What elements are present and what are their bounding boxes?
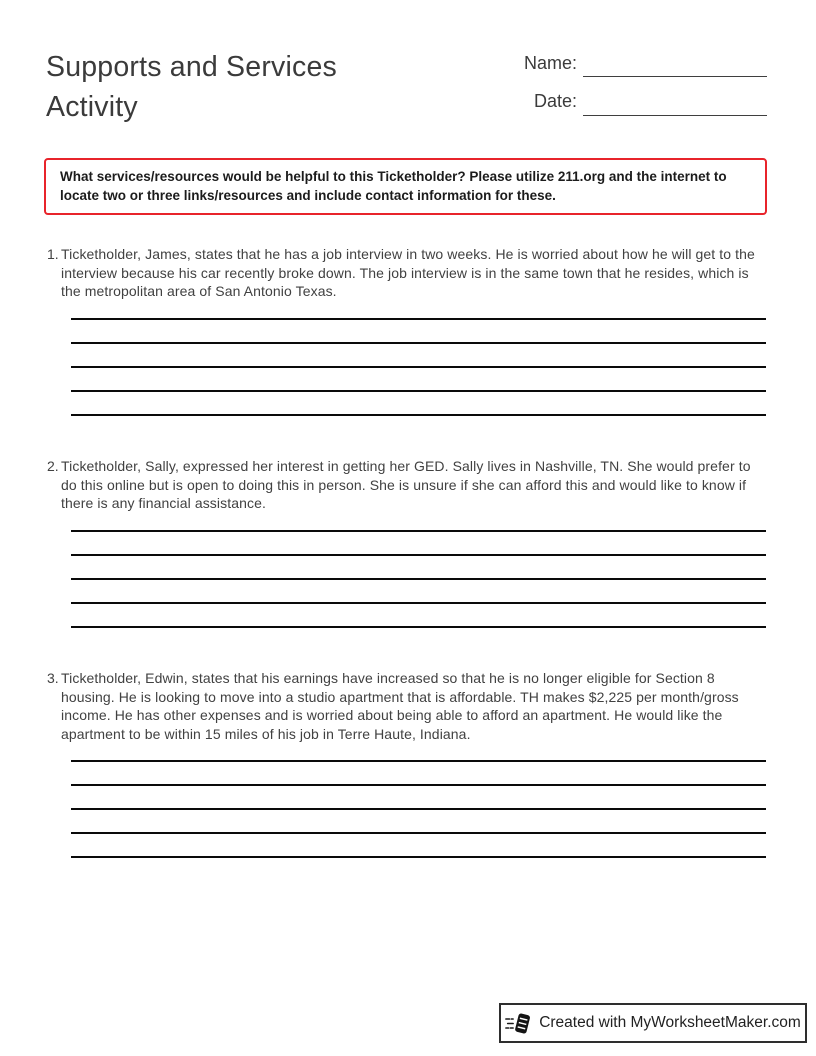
name-blank-line bbox=[583, 76, 767, 77]
answer-line bbox=[71, 580, 766, 604]
question-3-text: Ticketholder, Edwin, states that his earnings have increased so that he is no longer eligible for Section 8 housing. He is looking to move into a studio apartment that is affordable. TH makes $2,225 per month/gross income. He has other expenses and is worried about being able to afford an apartment. He would like the apartment to be within 15 miles of his job in Terre Haute, Indiana. bbox=[61, 670, 739, 742]
answer-line bbox=[71, 556, 766, 580]
date-blank-line bbox=[583, 115, 767, 116]
worksheet-maker-logo-icon bbox=[505, 1011, 532, 1036]
question-3 bbox=[47, 669, 763, 743]
instruction-box bbox=[44, 158, 767, 215]
name-label: Name: bbox=[523, 53, 577, 73]
question-3-answer-lines bbox=[71, 738, 766, 858]
answer-line bbox=[71, 320, 766, 344]
footer-credit-box bbox=[499, 1003, 807, 1043]
answer-line bbox=[71, 762, 766, 786]
footer-credit-text: Created with MyWorksheetMaker.com bbox=[539, 1014, 801, 1031]
question-1-number: 1. bbox=[47, 246, 59, 262]
answer-line bbox=[71, 738, 766, 762]
answer-line bbox=[71, 368, 766, 392]
question-2-answer-lines bbox=[71, 508, 766, 628]
question-1-answer-lines bbox=[71, 296, 766, 416]
page-title: Supports and Services Activity bbox=[46, 51, 337, 123]
question-2 bbox=[47, 457, 763, 513]
question-1-text: Ticketholder, James, states that he has a job interview in two weeks. He is worried about how he will get to the interview because his car recently broke down. The job interview is in the same town that he resides, which is the metropolitan area of San Antonio Texas. bbox=[61, 246, 755, 300]
question-2-number: 2. bbox=[47, 458, 59, 474]
question-1 bbox=[47, 245, 763, 301]
question-3-number: 3. bbox=[47, 670, 59, 686]
question-2-text: Ticketholder, Sally, expressed her interest in getting her GED. Sally lives in Nashville, TN. She would prefer to do this online but is open to doing this in person. She is unsure if she can afford this and would like to know if there is any financial assistance. bbox=[61, 458, 751, 512]
answer-line bbox=[71, 392, 766, 416]
answer-line bbox=[71, 604, 766, 628]
date-label: Date: bbox=[533, 91, 577, 111]
answer-line bbox=[71, 344, 766, 368]
answer-line bbox=[71, 786, 766, 810]
answer-line bbox=[71, 296, 766, 320]
instruction-text: What services/resources would be helpful to this Ticketholder? Please utilize 211.org and the internet to locate two or three links/resources and include contact information for these. bbox=[60, 169, 727, 203]
answer-line bbox=[71, 508, 766, 532]
answer-line bbox=[71, 834, 766, 858]
answer-line bbox=[71, 810, 766, 834]
answer-line bbox=[71, 532, 766, 556]
